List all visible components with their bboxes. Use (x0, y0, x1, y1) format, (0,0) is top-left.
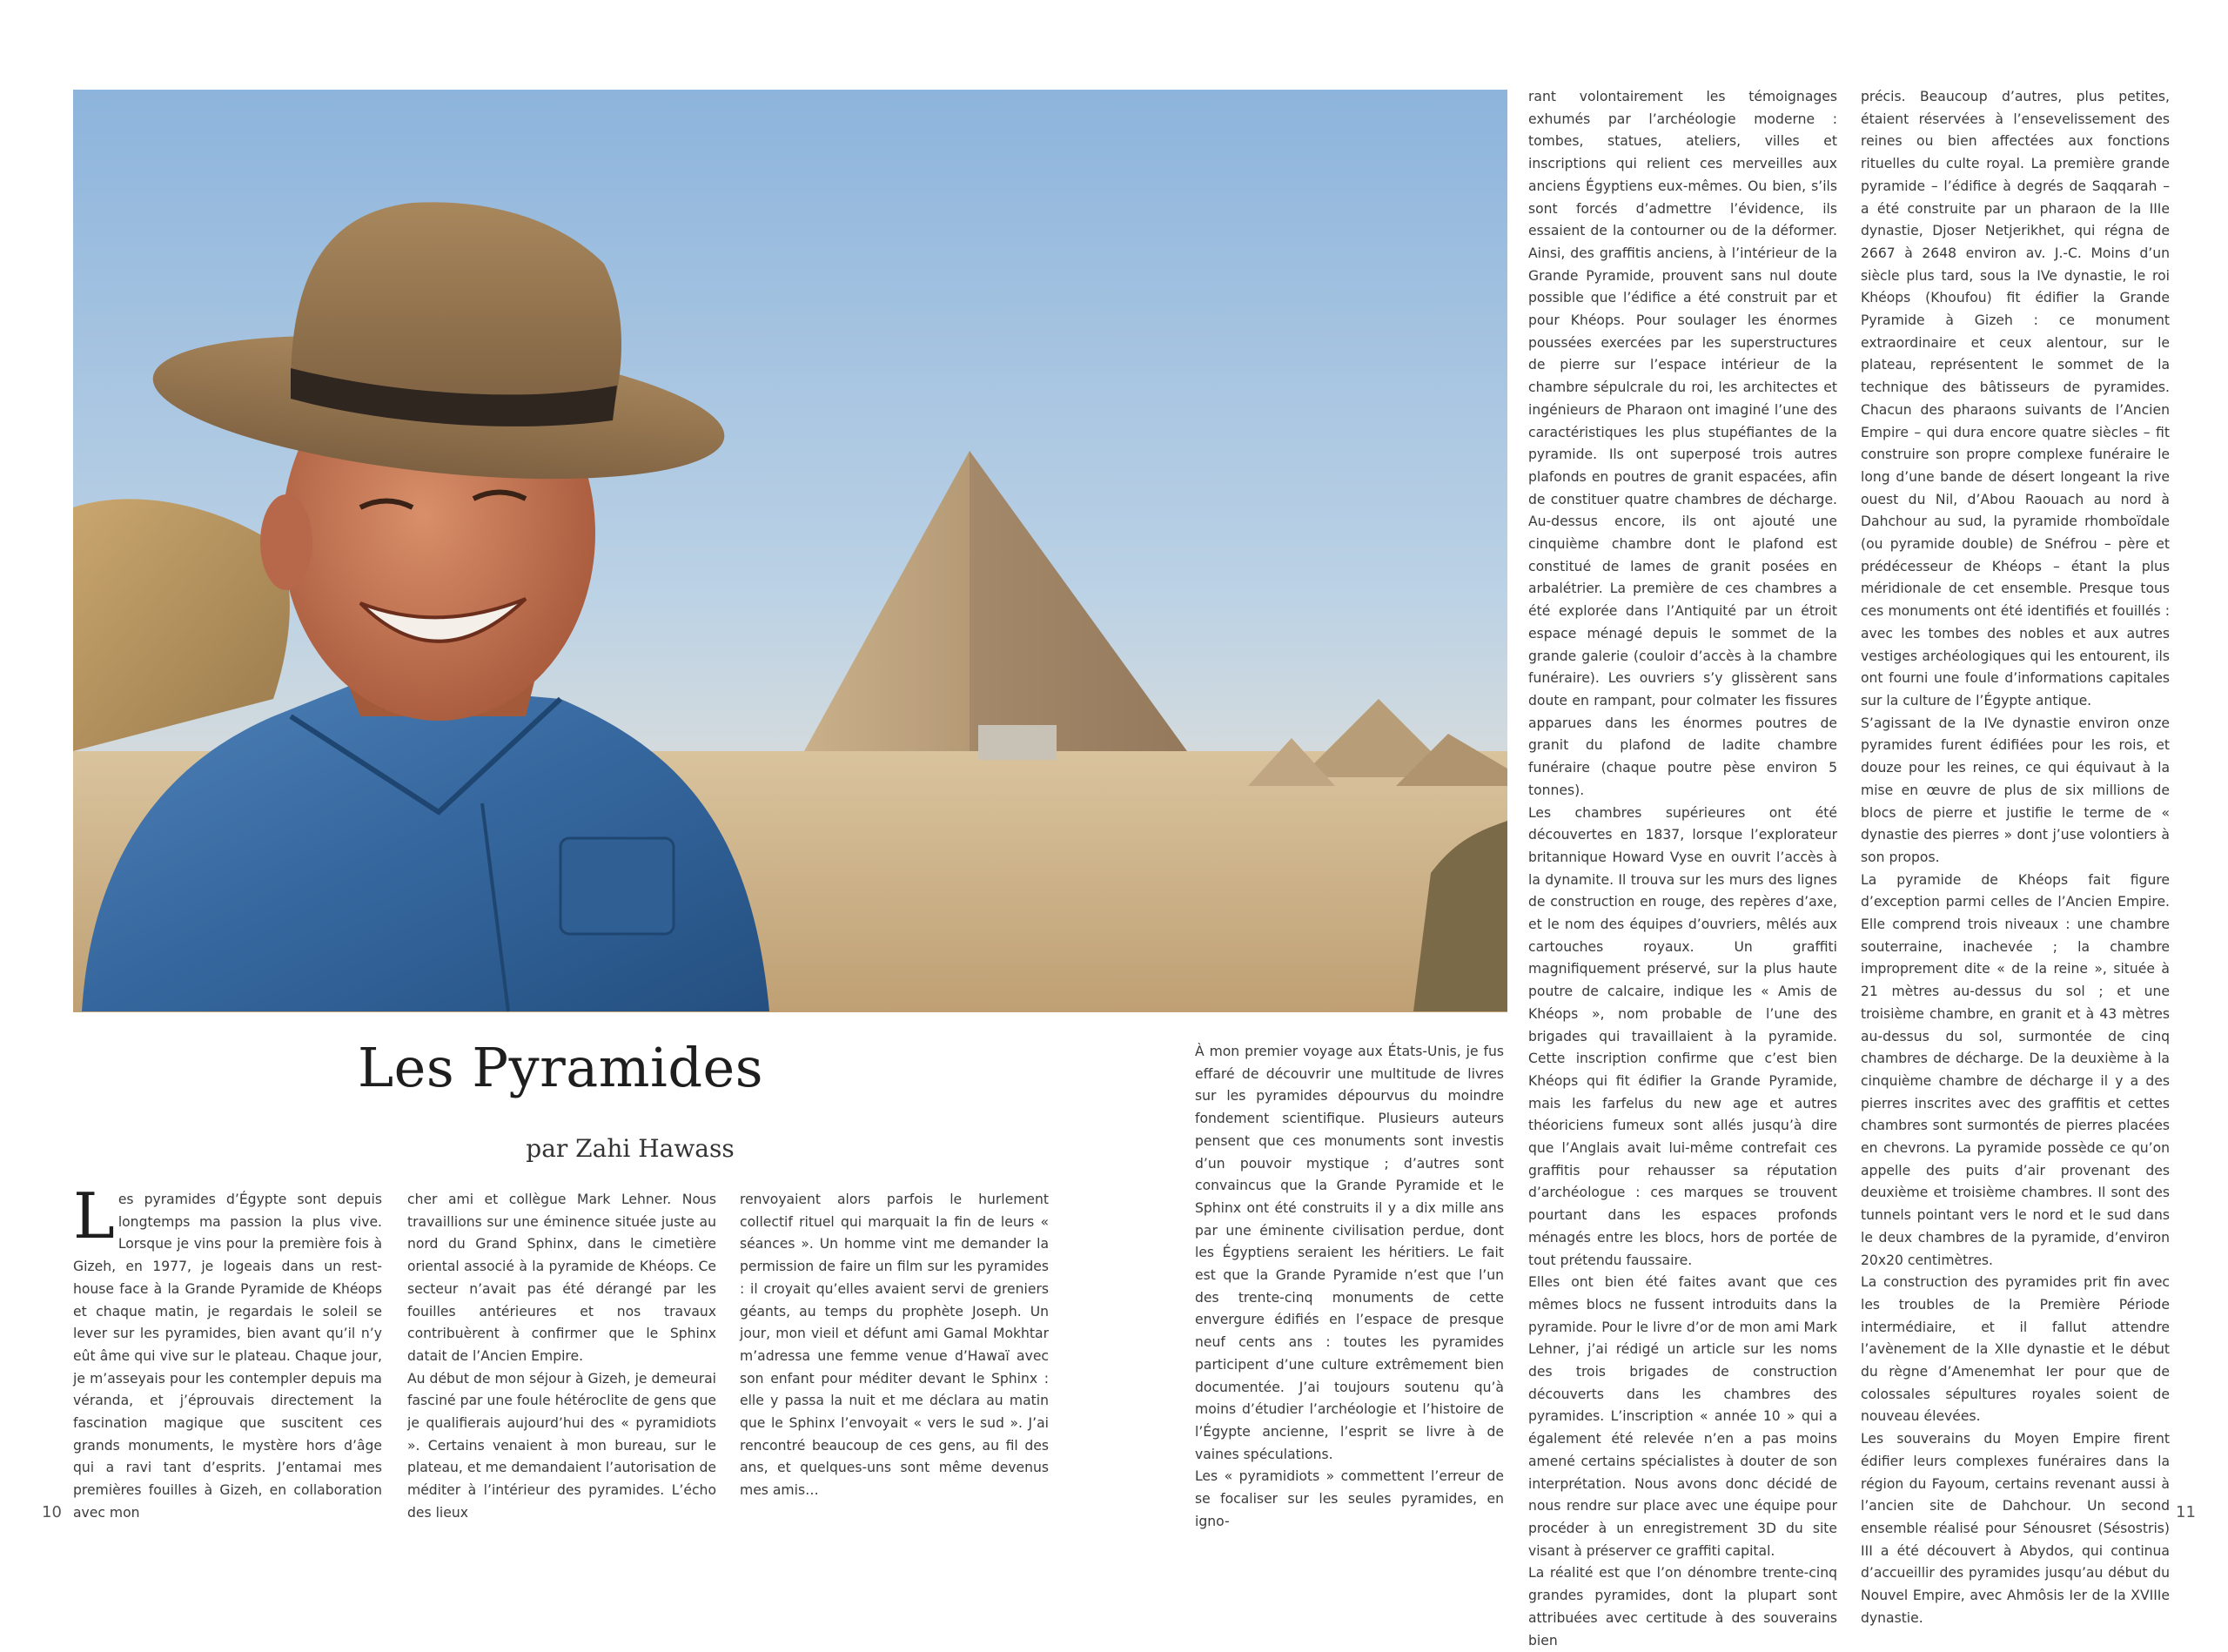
paragraph: Les « pyramidiots » commettent l’erreur de se focaliser sur les seules pyramides, en igno- (1195, 1468, 1504, 1529)
text-column-1 (73, 1179, 382, 1525)
paragraph: Au début de mon séjour à Gizeh, je demeurai fasciné par une foule hétéroclite de gens que je qualifierais aujourd’hui des « pyramidiots ». Certains venaient à mon bureau, sur le plateau, et me demandaient l’autorisation de méditer à l’intérieur des pyramides. L’écho des lieux (407, 1370, 716, 1521)
paragraph: Les chambres supérieures ont été découvertes en 1837, lorsque l’explorateur britannique Howard Vyse en ouvrit l’accès à la dynamite. Il trouva sur les murs des lignes de construction en rouge, des repères d’axe, et le nom des équipes d’ouvriers, mêlés aux cartouches royaux. Un graffiti magnifiquement préservé, sur la plus haute poutre de calcaire, indique les « Amis de Khéops », nom probable de l’une des brigades qui travaillaient à la pyramide. Cette inscription confirme que c’est bien Khéops qui fit édifier la Grande Pyramide, mais les farfelus du new age et autres théoriciens fumeux sont allés jusqu’à dire que l’Anglais avait lui-même contrefait ces graffitis pour rehausser sa réputation d’archéologue : ces marques se trouvent pourtant dans les espaces profonds ménagés entre les blocs, hors de portée de tout prétendu faussaire. (1528, 804, 1837, 1268)
text-column-4 (1195, 1041, 1504, 1533)
article-byline: par Zahi Hawass (526, 1134, 735, 1163)
paragraph: rant volontairement les témoignages exhumés par l’archéologie moderne : tombes, statues, ateliers, villes et inscriptions qui relient ces merveilles aux anciens Égyptiens eux-mêmes. Ou bien, s’ils sont forcés d’admettre l’évidence, ils essaient de la contourner ou de la déformer. Ainsi, des graffitis anciens, à l’intérieur de la Grande Pyramide, prouvent sans nul doute possible que l’édifice a été construit par et pour Khéops. Pour soulager les énormes poussées exercées par les superstructures de pierre sur l’espace intérieur de la chambre sépulcrale du roi, les architectes et ingénieurs de Pharaon ont imaginé l’une des caractéristiques les plus stupéfiantes de la pyramide. Ils ont superposé trois autres plafonds en poutres de granit espacées, afin de constituer quatre chambres de décharge. Au-dessus encore, ils ont ajouté une cinquième chambre dont le plafond est constitué de lames de granit posées en arbalétrier. La première de ces chambres a été explorée dans l’Antiquité par un étroit espace ménagé depuis le sommet de la grande galerie (couloir d’accès à la chambre funéraire). Les ouvriers s’y glissèrent sans doute en rampant, pour colmater les fissures apparues dans les énormes poutres de granit du plafond de ladite chambre funéraire (chaque poutre pèse environ 5 tonnes). (1528, 89, 1837, 798)
hero-photo (73, 90, 1507, 1011)
paragraph: es pyramides d’Égypte sont depuis longtemps ma passion la plus vive. Lorsque je vins pour la première fois à Gizeh, en 1977, je logeais dans un rest-house face à la Grande Pyramide de Khéops et chaque matin, je regardais le soleil se lever sur les pyramides, bien avant qu’il n’y eût âme qui vive sur le plateau. Chaque jour, je m’asseyais pour les contempler depuis ma véranda, et j’éprouvais directement la fascination magique que suscitent ces grands monuments, le mystère hors d’âge qui a ravi tant d’esprits. J’entamai mes premières fouilles à Gizeh, en collaboration avec mon (73, 1192, 382, 1521)
paragraph: renvoyaient alors parfois le hurlement collectif rituel qui marquait la fin de leurs « séances ». Un homme vint me demander la permission de faire un film sur les pyramides : il croyait qu’elles avaient servi de greniers géants, au temps du prophète Joseph. Un jour, mon vieil et défunt ami Gamal Mokhtar m’adressa une femme venue d’Hawaï avec son enfant pour méditer devant le Sphinx : elle y passa la nuit et me déclara au matin que le Sphinx l’envoyait « vers le sud ». J’ai rencontré beaucoup de ces gens, au fil des ans, et quelques-uns sont même devenus mes amis… (740, 1192, 1049, 1499)
page-number-right: 11 (2176, 1503, 2196, 1521)
paragraph: La construction des pyramides prit fin avec les troubles de la Première Période intermédiaire, et il fallut attendre l’avènement de la XIIe dynastie et le début du règne d’Amenemhat Ier pour que de colossales sépultures royales soient de nouveau élevées. (1861, 1274, 2170, 1425)
paragraph: Elles ont bien été faites avant que ces mêmes blocs ne fussent introduits dans la pyramide. Pour le livre d’or de mon ami Mark Lehner, j’ai rédigé un article sur les noms des trois brigades de construction découverts dans les chambres des pyramides. L’inscription « année 10 » qui a également été relevée n’en a pas moins amené certains spécialistes à douter de son interprétation. Nous avons donc décidé de nous rendre sur place avec une équipe pour procéder à un enregistrement 3D du site visant à préserver ce graffiti capital. (1528, 1274, 1837, 1559)
paragraph: précis. Beaucoup d’autres, plus petites, étaient réservées à l’ensevelissement des reines ou bien affectées aux fonctions rituelles du culte royal. La première grande pyramide – l’édifice à degrés de Saqqarah – a été construite par un pharaon de la IIIe dynastie, Djoser Netjerikhet, qui régna de 2667 à 2648 environ av. J.-C. Moins d’un siècle plus tard, sous la IVe dynastie, le roi Khéops (Khoufou) fit édifier la Grande Pyramide à Gizeh : ce monument extraordinaire et ceux alentour, sur le plateau, représentent le sommet de la technique des bâtisseurs de pyramides. Chacun des pharaons suivants de l’Ancien Empire – qui dura encore quatre siècles – fit construire son propre complexe funéraire le long d’une bande de désert longeant la rive ouest du Nil, d’Abou Raouach au nord à Dahchour au sud, la pyramide rhomboïdale (ou pyramide double) de Snéfrou – père et prédécesseur de Khéops – étant la plus méridionale de cet ensemble. Presque tous ces monuments ont été identifiés et fouillés : avec les tombes des nobles et aux autres vestiges archéologiques qui les entourent, ils ont fourni une foule d’informations capitales sur la culture de l’Égypte antique. (1861, 89, 2170, 708)
paragraph: S’agissant de la IVe dynastie environ onze pyramides furent édifiées pour les rois, et douze pour les reines, ce qui équivaut à la mise en œuvre de plus de six millions de blocs de pierre et justifie le terme de « dynastie des pierres » dont j’use volontiers à son propos. (1861, 715, 2170, 865)
paragraph: cher ami et collègue Mark Lehner. Nous travaillions sur une éminence située juste au nord du Grand Sphinx, dans le cimetière oriental associé à la pyramide de Khéops. Ce secteur n’avait pas été dérangé par les fouilles antérieures et nos travaux contribuèrent à confirmer que le Sphinx datait de l’Ancien Empire. (407, 1192, 716, 1364)
article-title: Les Pyramides (357, 1036, 764, 1099)
text-column-3 (740, 1189, 1049, 1502)
page-number-left: 10 (42, 1503, 62, 1521)
drop-cap: L (73, 1179, 115, 1252)
paragraph: À mon premier voyage aux États-Unis, je fus effaré de découvrir une multitude de livres sur les pyramides dépourvus du moindre fondement scientifique. Plusieurs auteurs pensent que ces monuments sont investis d’un pouvoir mystique ; d’autres sont convaincus que la Grande Pyramide et le Sphinx ont été construits il y a dix mille ans par une éminente civilisation perdue, dont les Égyptiens seraient les héritiers. Le fait est que la Grande Pyramide n’est que l’un des trente-cinq monuments de cette envergure édifiés en l’espace de presque neuf cents ans : toutes les pyramides participent d’une culture extrêmement bien documentée. J’ai toujours soutenu qu’à moins d’étudier l’archéologie et l’histoire de l’Égypte ancienne, l’esprit se livre à de vaines spéculations. (1195, 1044, 1504, 1462)
text-column-2 (407, 1189, 716, 1525)
paragraph: La réalité est que l’on dénombre trente-cinq grandes pyramides, dont la plupart sont attribuées avec certitude à des souverains bien (1528, 1565, 1837, 1649)
paragraph: La pyramide de Khéops fait figure d’exception parmi celles de l’Ancien Empire. Elle comprend trois niveaux : une chambre souterraine, inachevée ; la chambre improprement dite « de la reine », située à 21 mètres au-dessus du sol ; et une troisième chambre, en granit et à 43 mètres au-dessus du sol, surmontée de cinq chambres de décharge. De la deuxième à la cinquième chambre de décharge il y a des pierres inscrites avec des graffitis et cettes chambres sont surmontés de pierres placées en chevrons. La pyramide possède ce qu’on appelle des puits d’air provenant des deuxième et troisième chambres. Il sont des tunnels pointant vers le nord et le sud dans le deux chambres de la pyramide, d’environ 20x20 centimètres. (1861, 871, 2170, 1268)
paragraph: Les souverains du Moyen Empire firent édifier leurs complexes funéraires dans la région du Fayoum, certains revenant aussi à l’ancien site de Dahchour. Un second ensemble réalisé pour Sénousret (Sésostris) III a été découvert à Abydos, qui continua d’accueillir des pyramides jusqu’au début du Nouvel Empire, avec Ahmôsis Ier de la XVIIIe dynastie. (1861, 1431, 2170, 1626)
text-column-5 (1528, 86, 1837, 1652)
text-column-6 (1861, 86, 2170, 1630)
photo-illustration (73, 90, 1507, 1011)
